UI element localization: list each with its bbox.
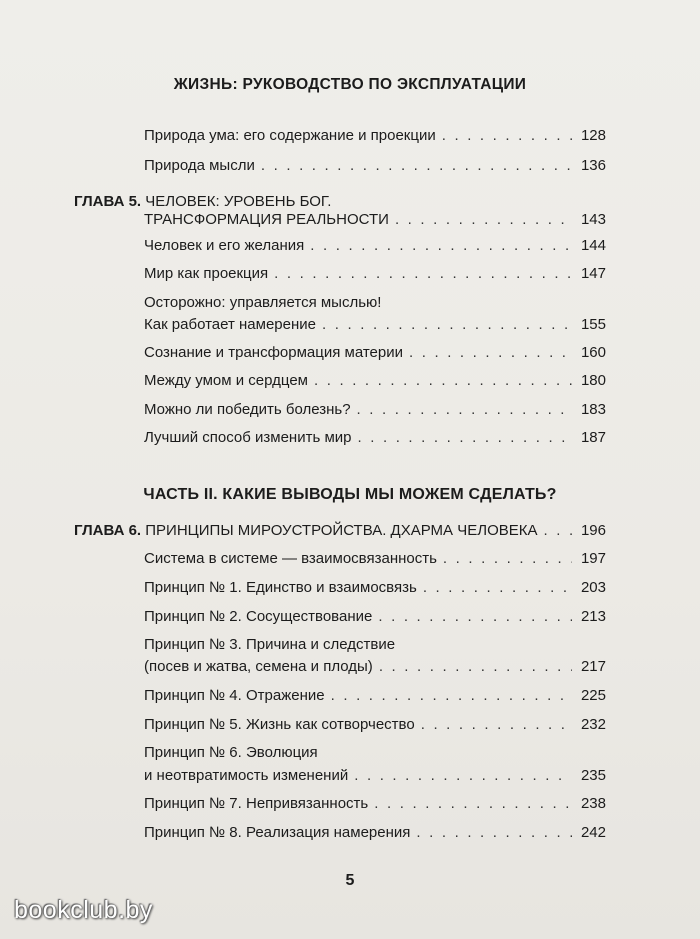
dot-leader <box>409 344 572 362</box>
chapter-title-line2: ТРАНСФОРМАЦИЯ РЕАЛЬНОСТИ <box>144 211 389 228</box>
dot-leader <box>379 658 572 676</box>
toc-entry-line1: Осторожно: управляется мыслью! <box>144 294 382 311</box>
toc-entry-page: 197 <box>580 550 606 567</box>
toc-entry <box>144 608 606 626</box>
toc-entry-label: Принцип № 7. Непривязанность <box>144 795 369 812</box>
toc-entry <box>144 824 606 842</box>
dot-leader <box>443 550 572 568</box>
toc-entry <box>144 237 606 255</box>
chapter-title-line1: ЧЕЛОВЕК: УРОВЕНЬ БОГ. <box>145 193 332 210</box>
chapter-5-heading <box>74 193 331 211</box>
dot-leader <box>274 265 572 283</box>
toc-entry <box>144 344 606 362</box>
toc-entry-page: 128 <box>580 127 606 144</box>
toc-entry-label: Сознание и трансформация материи <box>144 344 403 361</box>
toc-entry-label: (посев и жатва, семена и плоды) <box>144 658 373 675</box>
chapter-prefix: ГЛАВА 5. <box>74 193 142 210</box>
toc-entry-page: 217 <box>580 658 606 675</box>
page-number: 5 <box>345 872 355 889</box>
dot-leader <box>374 795 572 813</box>
toc-entry-page: 183 <box>580 401 606 418</box>
toc-entry <box>144 401 606 419</box>
toc-entry-label: Как работает намерение <box>144 316 316 333</box>
toc-entry-page: 242 <box>580 824 606 841</box>
toc-entry-label: Можно ли победить болезнь? <box>144 401 351 418</box>
toc-entry <box>144 579 606 597</box>
toc-entry-page: 196 <box>580 522 606 539</box>
toc-entry-label: Лучший способ изменить мир <box>144 429 352 446</box>
toc-entry-page: 136 <box>580 157 606 174</box>
toc-entry <box>144 716 606 734</box>
dot-leader <box>261 157 572 175</box>
toc-entry <box>144 265 606 283</box>
toc-entry-page: 232 <box>580 716 606 733</box>
toc-entry-label: Принцип № 2. Сосуществование <box>144 608 373 625</box>
toc-entry-page: 144 <box>580 237 606 254</box>
toc-entry <box>144 127 606 145</box>
toc-entry <box>144 429 606 447</box>
toc-entry-label: Принцип № 8. Реализация намерения <box>144 824 411 841</box>
toc-entry <box>144 795 606 813</box>
toc-entry-page: 160 <box>580 344 606 361</box>
toc-entry <box>144 316 606 334</box>
toc-entry-label: Природа ума: его содержание и проекции <box>144 127 436 144</box>
watermark: bookclub.by <box>14 896 153 924</box>
dot-leader <box>310 237 572 255</box>
toc-entry-line1: Принцип № 6. Эволюция <box>144 744 318 761</box>
toc-entry-page: 187 <box>580 429 606 446</box>
dot-leader <box>395 211 572 229</box>
dot-leader <box>357 429 572 447</box>
toc-entry-page: 203 <box>580 579 606 596</box>
toc-entry <box>144 372 606 390</box>
toc-entry <box>144 157 606 175</box>
toc-entry-label: Человек и его желания <box>144 237 305 254</box>
dot-leader <box>331 687 572 705</box>
toc-entry-page: 213 <box>580 608 606 625</box>
toc-entry <box>144 767 606 785</box>
dot-leader <box>354 767 572 785</box>
running-head: ЖИЗНЬ: РУКОВОДСТВО ПО ЭКСПЛУАТАЦИИ <box>173 76 527 93</box>
toc-entry-page: 180 <box>580 372 606 389</box>
toc-entry-page: 238 <box>580 795 606 812</box>
part-2-heading: ЧАСТЬ II. КАКИЕ ВЫВОДЫ МЫ МОЖЕМ СДЕЛАТЬ? <box>143 486 557 503</box>
dot-leader <box>423 579 572 597</box>
dot-leader <box>421 716 572 734</box>
dot-leader <box>544 522 573 540</box>
toc-entry-line1: Принцип № 3. Причина и следствие <box>144 636 396 653</box>
chapter-6-title <box>74 522 538 540</box>
dot-leader <box>314 372 572 390</box>
dot-leader <box>357 401 572 419</box>
toc-entry <box>144 550 606 568</box>
toc-entry <box>144 211 606 229</box>
toc-entry-page: 143 <box>580 211 606 228</box>
chapter-prefix: ГЛАВА 6. <box>74 522 142 539</box>
dot-leader <box>378 608 572 626</box>
toc-entry-label: Между умом и сердцем <box>144 372 308 389</box>
toc-entry-page: 235 <box>580 767 606 784</box>
toc-entry-label: Природа мысли <box>144 157 255 174</box>
toc-entry <box>144 687 606 705</box>
toc-entry <box>144 658 606 676</box>
chapter-title: ПРИНЦИПЫ МИРОУСТРОЙСТВА. ДХАРМА ЧЕЛОВЕКА <box>145 522 538 539</box>
toc-entry-label: Система в системе — взаимосвязанность <box>144 550 437 567</box>
toc-entry-page: 147 <box>580 265 606 282</box>
dot-leader <box>442 127 572 145</box>
chapter-6-heading <box>74 522 606 540</box>
toc-entry-label: Принцип № 4. Отражение <box>144 687 325 704</box>
toc-entry-page: 155 <box>580 316 606 333</box>
toc-entry-label: Принцип № 1. Единство и взаимосвязь <box>144 579 417 596</box>
dot-leader <box>416 824 572 842</box>
toc-entry-page: 225 <box>580 687 606 704</box>
toc-entry-label: Принцип № 5. Жизнь как сотворчество <box>144 716 415 733</box>
dot-leader <box>322 316 572 334</box>
toc-entry-label: Мир как проекция <box>144 265 269 282</box>
toc-entry-label: и неотвратимость изменений <box>144 767 349 784</box>
